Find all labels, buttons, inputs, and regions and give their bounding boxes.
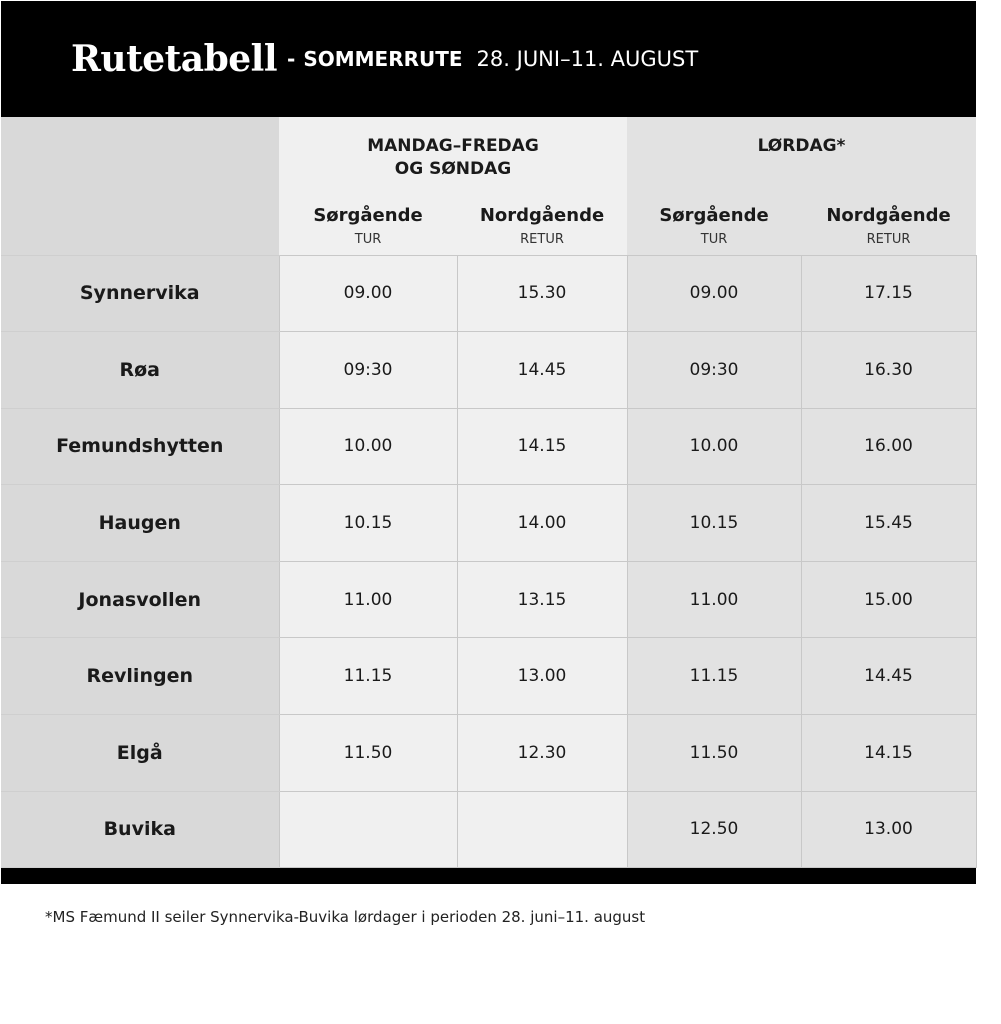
time-cell: 09.00 <box>627 255 801 332</box>
stop-name: Haugen <box>1 485 279 562</box>
group-header-saturday: LØRDAG* <box>627 117 976 198</box>
direction-header <box>279 198 457 255</box>
page-title: Rutetabell <box>71 38 278 80</box>
stop-name: Jonasvollen <box>1 561 279 638</box>
time-cell: 12.50 <box>627 791 801 868</box>
group-weekday-line2: OG SØNDAG <box>394 159 512 179</box>
direction-header <box>627 198 801 255</box>
direction-sub: TUR <box>354 232 382 247</box>
time-cell: 16.00 <box>801 408 976 485</box>
table-row <box>1 638 976 715</box>
time-cell: 17.15 <box>801 255 976 332</box>
time-cell: 10.00 <box>279 408 457 485</box>
season-label: SOMMERRUTE <box>303 47 463 71</box>
stop-name: Synnervika <box>1 255 279 332</box>
direction-sub: RETUR <box>520 232 564 247</box>
timetable-frame <box>1 1 976 884</box>
time-cell: 09:30 <box>627 332 801 409</box>
stop-name: Elgå <box>1 715 279 792</box>
time-cell: 11.15 <box>627 638 801 715</box>
stop-name: Femundshytten <box>1 408 279 485</box>
time-cell <box>457 791 627 868</box>
time-cell: 14.45 <box>801 638 976 715</box>
direction-sub: RETUR <box>866 232 911 247</box>
direction-name: Nordgående <box>826 205 951 226</box>
time-cell: 14.45 <box>457 332 627 409</box>
direction-name: Nordgående <box>479 205 605 226</box>
time-cell: 12.30 <box>457 715 627 792</box>
direction-name: Sørgående <box>659 205 769 226</box>
time-cell: 14.15 <box>801 715 976 792</box>
table-row <box>1 408 976 485</box>
stop-name: Revlingen <box>1 638 279 715</box>
time-cell: 11.50 <box>627 715 801 792</box>
time-cell: 11.50 <box>279 715 457 792</box>
timetable-header <box>1 1 976 117</box>
table-bottom-bar <box>1 868 976 884</box>
footnote: *MS Fæmund II seiler Synnervika-Buvika lørdager i perioden 28. juni–11. august <box>45 908 646 926</box>
time-cell: 13.15 <box>457 561 627 638</box>
timetable <box>1 117 977 868</box>
table-row <box>1 561 976 638</box>
direction-header <box>801 198 976 255</box>
stop-header-blank <box>1 117 279 255</box>
stop-name: Buvika <box>1 791 279 868</box>
title-separator: - <box>287 47 296 71</box>
table-row <box>1 485 976 562</box>
table-row <box>1 791 976 868</box>
table-row <box>1 332 976 409</box>
group-weekday-line1: MANDAG–FREDAG <box>367 136 539 156</box>
season-dates: 28. JUNI–11. AUGUST <box>476 47 699 71</box>
direction-header <box>457 198 627 255</box>
direction-sub: TUR <box>700 232 728 247</box>
stop-name: Røa <box>1 332 279 409</box>
group-header-weekday <box>279 117 627 198</box>
time-cell: 16.30 <box>801 332 976 409</box>
time-cell: 11.00 <box>279 561 457 638</box>
time-cell <box>279 791 457 868</box>
time-cell: 14.00 <box>457 485 627 562</box>
time-cell: 15.45 <box>801 485 976 562</box>
time-cell: 10.00 <box>627 408 801 485</box>
time-cell: 09:30 <box>279 332 457 409</box>
time-cell: 11.00 <box>627 561 801 638</box>
time-cell: 09.00 <box>279 255 457 332</box>
time-cell: 13.00 <box>801 791 976 868</box>
time-cell: 13.00 <box>457 638 627 715</box>
time-cell: 14.15 <box>457 408 627 485</box>
time-cell: 10.15 <box>279 485 457 562</box>
time-cell: 10.15 <box>627 485 801 562</box>
direction-name: Sørgående <box>313 205 423 226</box>
time-cell: 15.30 <box>457 255 627 332</box>
table-row <box>1 255 976 332</box>
time-cell: 15.00 <box>801 561 976 638</box>
time-cell: 11.15 <box>279 638 457 715</box>
table-row <box>1 715 976 792</box>
